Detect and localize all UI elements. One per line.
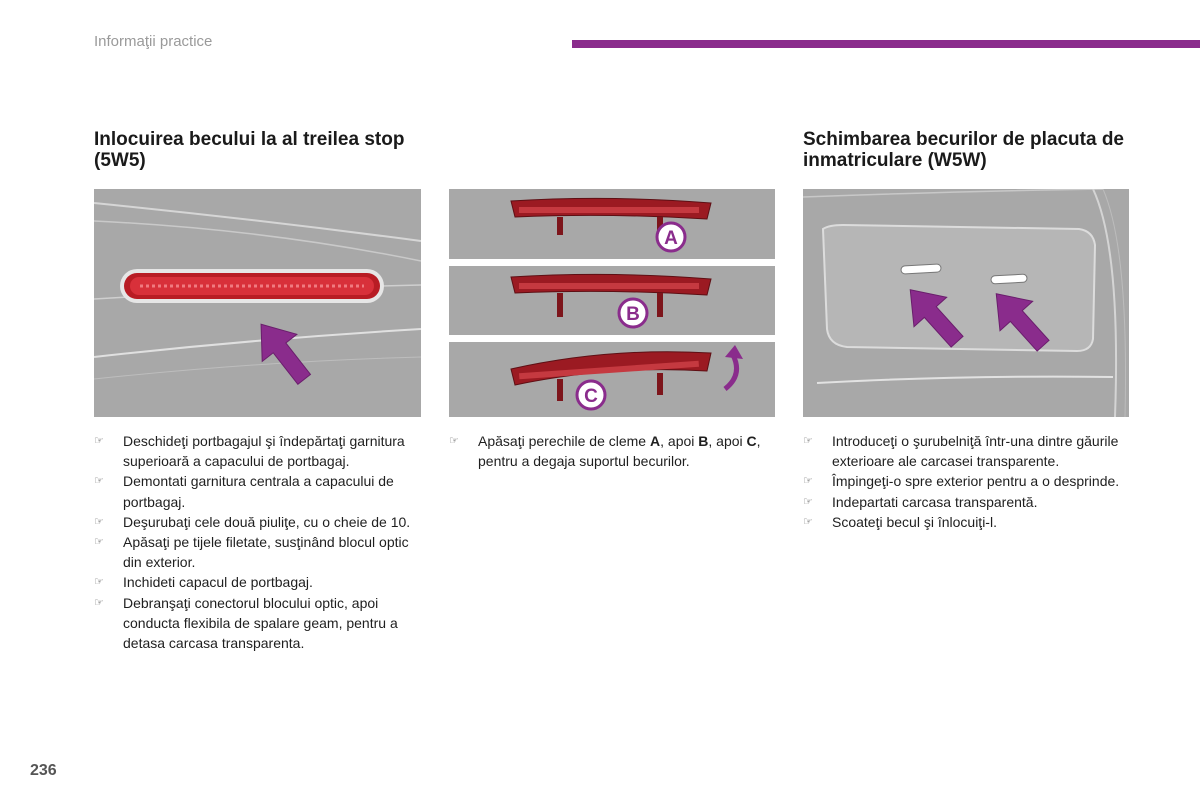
page-number: 236 <box>30 762 57 779</box>
hand-pointer-icon: ☞ <box>449 435 459 447</box>
hand-pointer-icon: ☞ <box>94 515 104 528</box>
step-item: ☞ Debranşaţi conectorul blocului optic, apoi conducta flexibila de spalare geam, pentru a detasa carcasa transparenta. <box>94 594 398 652</box>
hand-pointer-icon: ☞ <box>803 515 813 528</box>
steps-list-third-stop <box>94 431 414 653</box>
hand-pointer-icon: ☞ <box>94 596 104 609</box>
step-item: ☞ Împingeţi-o spre exterior pentru a o desprinde. <box>803 471 1123 491</box>
step-item: ☞ Indepartati carcasa transparentă. <box>803 492 1123 512</box>
hand-pointer-icon: ☞ <box>803 435 813 447</box>
step-item: ☞ Deschideţi portbagajul şi îndepărtaţi garnitura superioară a capacului de portbagaj. <box>94 433 405 470</box>
step-item: ☞ Apăsaţi perechile de cleme A, apoi B, apoi C, pentru a degaja suportul becurilor. <box>449 433 761 470</box>
hand-pointer-icon: ☞ <box>94 475 104 488</box>
number-plate-lamps-illustration <box>803 189 1129 417</box>
steps-list-clips <box>449 431 769 471</box>
hand-pointer-icon: ☞ <box>803 475 813 488</box>
header-section-label: Informaţii practice <box>94 33 213 50</box>
hand-pointer-icon: ☞ <box>94 435 104 447</box>
step-item: ☞ Introduceţi o şurubelniţă într-una dintre găurile exterioare ale carcasei transparente. <box>803 433 1119 470</box>
step-item: ☞ Demontati garnitura centrala a capacului de portbagaj. <box>94 473 394 510</box>
header-accent-bar <box>572 40 1200 48</box>
hand-pointer-icon: ☞ <box>94 536 104 549</box>
hand-pointer-icon: ☞ <box>803 495 813 508</box>
step-item: ☞ Inchideti capacul de portbagaj. <box>94 572 414 592</box>
step-item: ☞ Deşurubaţi cele două piuliţe, cu o cheie de 10. <box>94 512 414 532</box>
third-brake-light-illustration <box>94 189 421 417</box>
clip-label-a: A <box>664 228 678 249</box>
step-item: ☞ Apăsaţi pe tijele filetate, susţinând blocul optic din exterior. <box>94 534 409 571</box>
step-item: ☞ Scoateţi becul şi înlocuiţi-l. <box>803 512 1123 532</box>
steps-list-plate-lamps <box>803 431 1123 532</box>
section-title-plate-lamps: Schimbarea becurilor de placuta de inmatriculare (W5W) <box>803 129 1124 171</box>
section-title-third-stop: Inlocuirea becului la al treilea stop (5W5) <box>94 129 405 171</box>
hand-pointer-icon: ☞ <box>94 576 104 589</box>
clip-label-b: B <box>626 304 640 325</box>
brake-light-unit-clips-illustration <box>449 189 775 417</box>
clip-label-c: C <box>584 386 598 407</box>
